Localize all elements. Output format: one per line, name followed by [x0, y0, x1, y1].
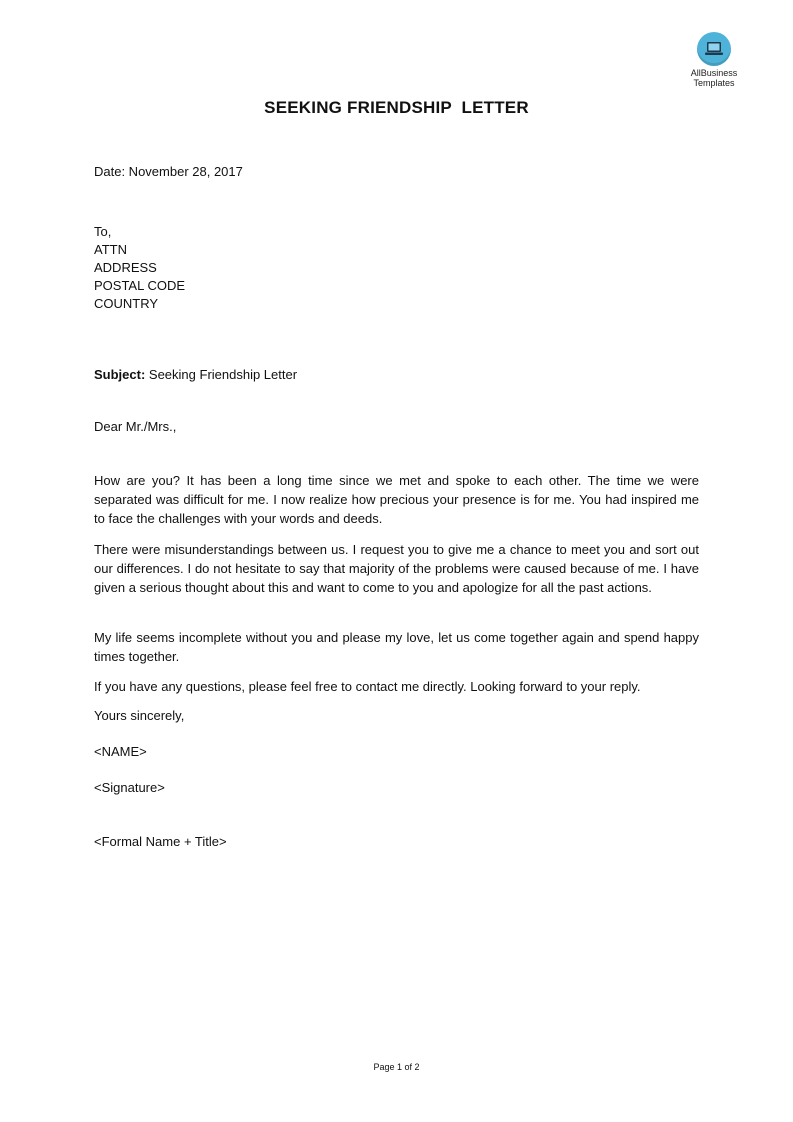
- logo-text: [676, 68, 752, 88]
- subject-line: [94, 366, 297, 384]
- closing: Yours sincerely,: [94, 708, 185, 723]
- logo-line-2: Templates: [693, 78, 735, 88]
- paragraph-2: There were misunderstandings between us. I request you to give me a chance to meet you and sort out our differences. I do not hesitate to say that majority of the problems were caused because of me. I have given a serious thought about this and want to come to you and apologize for all the past actions.: [94, 542, 699, 595]
- paragraph-1: How are you? It has been a long time since we met and spoke to each other. The time we were separated was difficult for me. I now realize how precious your presence is for me. You had inspired me to face the challenges with your words and deeds.: [94, 473, 699, 526]
- address-line: ADDRESS: [94, 260, 157, 275]
- paragraph-3: My life seems incomplete without you and please my love, let us come together again and spend happy times together.: [94, 630, 699, 664]
- page-number: Page 1 of 2: [373, 1062, 420, 1072]
- logo-line-1: AllBusiness: [690, 68, 738, 78]
- salutation: Dear Mr./Mrs.,: [94, 419, 177, 434]
- letter-title: SEEKING FRIENDSHIP LETTER: [264, 98, 529, 117]
- sender-signature: <Signature>: [94, 780, 165, 795]
- paragraph-4: If you have any questions, please feel free to contact me directly. Looking forward to your reply.: [94, 679, 641, 694]
- subject-label: Subject:: [94, 367, 146, 382]
- address-attn: ATTN: [94, 242, 127, 257]
- letter-date: Date: November 28, 2017: [94, 164, 243, 179]
- sender-formal-name: <Formal Name + Title>: [94, 834, 227, 849]
- subject-text: Seeking Friendship Letter: [145, 367, 298, 382]
- allbusiness-logo: [676, 32, 752, 88]
- address-to: To,: [94, 224, 112, 239]
- laptop-icon: [697, 32, 731, 66]
- address-country: COUNTRY: [94, 296, 159, 311]
- sender-name: <NAME>: [94, 744, 147, 759]
- address-postal-code: POSTAL CODE: [94, 278, 186, 293]
